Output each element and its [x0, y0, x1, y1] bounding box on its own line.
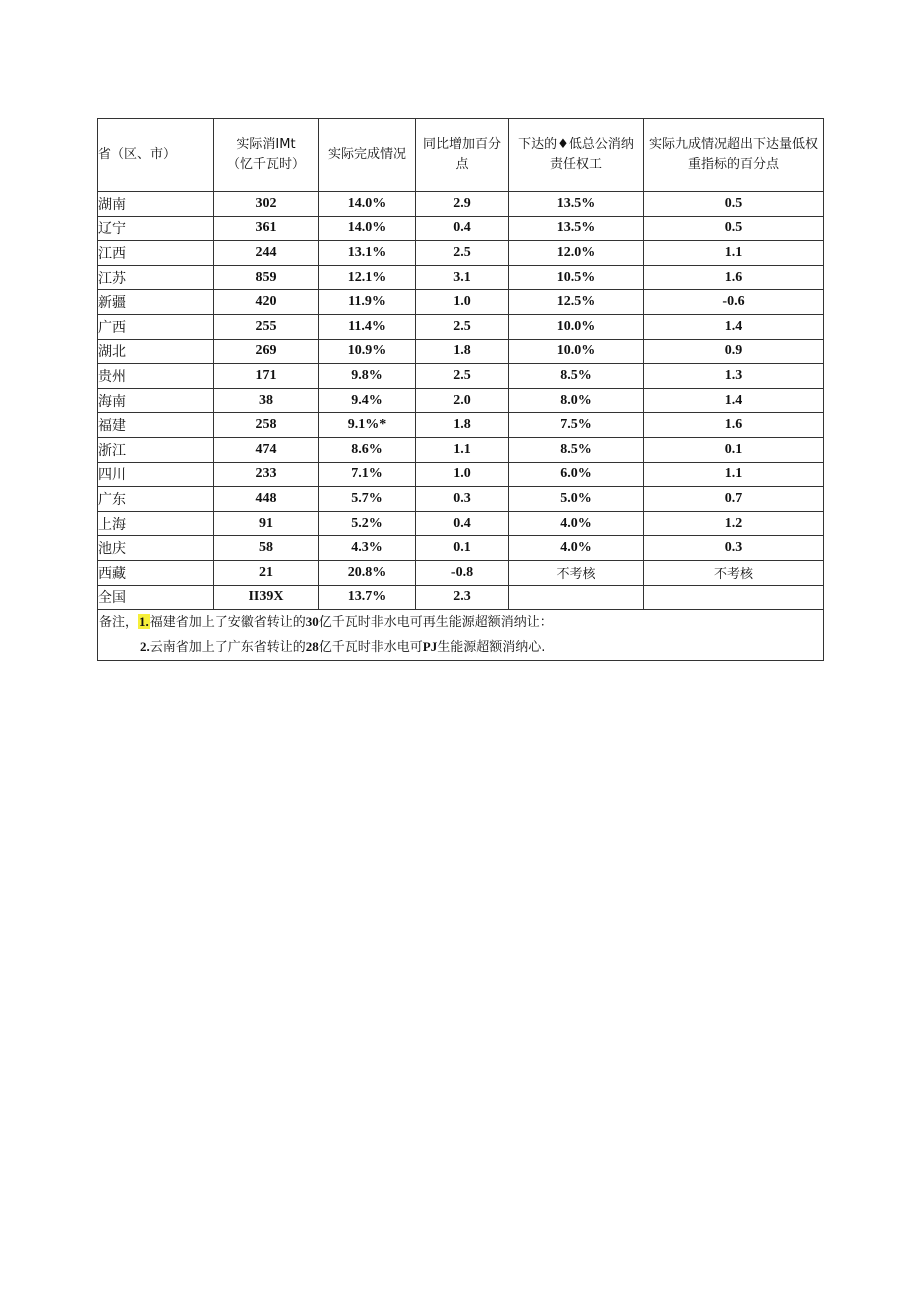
- yoy-cell: 2.3: [416, 585, 509, 610]
- exceed-cell: 0.9: [644, 339, 824, 364]
- province-cell: 辽宁: [98, 216, 214, 241]
- table-row: [98, 487, 824, 512]
- exceed-cell: 1.2: [644, 511, 824, 536]
- header-assigned-min-weight: 下达的♦低总公消纳责任权工: [509, 119, 644, 192]
- consumption-cell: 448: [214, 487, 319, 512]
- yoy-cell: 2.5: [416, 364, 509, 389]
- assigned-cell: 7.5%: [509, 413, 644, 438]
- yoy-cell: 0.4: [416, 511, 509, 536]
- exceed-cell: 1.1: [644, 462, 824, 487]
- table-body: [98, 192, 824, 610]
- table-row: [98, 536, 824, 561]
- table-row: [98, 437, 824, 462]
- completion-cell: 12.1%: [319, 265, 416, 290]
- note-line-1: 备注，1.福建省加上了安徽省转让的30亿千瓦时非水电可再生能源超额消纳让：: [99, 614, 553, 631]
- province-cell: 福建: [98, 413, 214, 438]
- exceed-cell: 0.5: [644, 216, 824, 241]
- table-row: [98, 511, 824, 536]
- completion-cell: 13.1%: [319, 241, 416, 266]
- assigned-cell: 12.5%: [509, 290, 644, 315]
- consumption-cell: 58: [214, 536, 319, 561]
- header-actual-consumption: 实际消IMt（忆千瓦时）: [214, 119, 319, 192]
- completion-cell: 11.9%: [319, 290, 416, 315]
- table-row: [98, 388, 824, 413]
- header-exceed-points: 实际九成情况超出下达量低权重指标的百分点: [644, 119, 824, 192]
- note-line-2: 2.云南省加上了广东省转让的28亿千瓦时非水电可PJ生能源超额消纳心.: [140, 639, 546, 656]
- consumption-cell: 171: [214, 364, 319, 389]
- yoy-cell: 0.4: [416, 216, 509, 241]
- table-row: [98, 241, 824, 266]
- table-row: [98, 462, 824, 487]
- consumption-cell: 244: [214, 241, 319, 266]
- province-cell: 广东: [98, 487, 214, 512]
- exceed-cell: 1.6: [644, 265, 824, 290]
- province-cell: 浙江: [98, 437, 214, 462]
- province-cell: 广西: [98, 314, 214, 339]
- table-row: [98, 585, 824, 610]
- consumption-cell: 233: [214, 462, 319, 487]
- assigned-cell: 8.0%: [509, 388, 644, 413]
- completion-cell: 9.8%: [319, 364, 416, 389]
- yoy-cell: 0.1: [416, 536, 509, 561]
- assigned-cell: 6.0%: [509, 462, 644, 487]
- exceed-cell: 1.3: [644, 364, 824, 389]
- assigned-cell: 10.5%: [509, 265, 644, 290]
- completion-cell: 13.7%: [319, 585, 416, 610]
- consumption-cell: 269: [214, 339, 319, 364]
- completion-cell: 10.9%: [319, 339, 416, 364]
- province-cell: 新疆: [98, 290, 214, 315]
- completion-cell: 5.7%: [319, 487, 416, 512]
- province-cell: 上海: [98, 511, 214, 536]
- yoy-cell: 1.8: [416, 339, 509, 364]
- assigned-cell: 13.5%: [509, 216, 644, 241]
- exceed-cell: 1.6: [644, 413, 824, 438]
- exceed-cell: 1.1: [644, 241, 824, 266]
- table-row: [98, 216, 824, 241]
- header-yoy-increase: 同比增加百分点: [416, 119, 509, 192]
- exceed-cell: 不考核: [644, 560, 824, 585]
- province-cell: 湖北: [98, 339, 214, 364]
- province-cell: 海南: [98, 388, 214, 413]
- yoy-cell: 0.3: [416, 487, 509, 512]
- highlighted-number: 1.: [139, 614, 149, 630]
- province-cell: 江苏: [98, 265, 214, 290]
- renewable-consumption-table: [97, 118, 824, 661]
- province-cell: 湖南: [98, 192, 214, 217]
- completion-cell: 14.0%: [319, 192, 416, 217]
- yoy-cell: 1.0: [416, 462, 509, 487]
- notes-cell: [98, 610, 824, 661]
- assigned-cell: 4.0%: [509, 511, 644, 536]
- assigned-cell: 12.0%: [509, 241, 644, 266]
- completion-cell: 4.3%: [319, 536, 416, 561]
- assigned-cell: [509, 585, 644, 610]
- exceed-cell: -0.6: [644, 290, 824, 315]
- yoy-cell: 1.8: [416, 413, 509, 438]
- table-row: [98, 560, 824, 585]
- completion-cell: 8.6%: [319, 437, 416, 462]
- consumption-cell: II39X: [214, 585, 319, 610]
- province-cell: 贵州: [98, 364, 214, 389]
- table-row: [98, 314, 824, 339]
- yoy-cell: 2.0: [416, 388, 509, 413]
- table-row: [98, 413, 824, 438]
- exceed-cell: 0.5: [644, 192, 824, 217]
- consumption-cell: 420: [214, 290, 319, 315]
- province-cell: 四川: [98, 462, 214, 487]
- exceed-cell: 1.4: [644, 388, 824, 413]
- completion-cell: 14.0%: [319, 216, 416, 241]
- completion-cell: 20.8%: [319, 560, 416, 585]
- consumption-cell: 302: [214, 192, 319, 217]
- consumption-cell: 38: [214, 388, 319, 413]
- consumption-cell: 258: [214, 413, 319, 438]
- yoy-cell: 2.5: [416, 241, 509, 266]
- yoy-cell: -0.8: [416, 560, 509, 585]
- exceed-cell: 0.3: [644, 536, 824, 561]
- yoy-cell: 3.1: [416, 265, 509, 290]
- header-row: [98, 119, 824, 192]
- header-actual-completion: 实际完成情况: [319, 119, 416, 192]
- completion-cell: 9.1%*: [319, 413, 416, 438]
- province-cell: 池庆: [98, 536, 214, 561]
- consumption-cell: 255: [214, 314, 319, 339]
- consumption-cell: 859: [214, 265, 319, 290]
- province-cell: 西藏: [98, 560, 214, 585]
- completion-cell: 9.4%: [319, 388, 416, 413]
- table-row: [98, 364, 824, 389]
- completion-cell: 7.1%: [319, 462, 416, 487]
- assigned-cell: 10.0%: [509, 339, 644, 364]
- completion-cell: 11.4%: [319, 314, 416, 339]
- exceed-cell: 1.4: [644, 314, 824, 339]
- table-row: [98, 290, 824, 315]
- assigned-cell: 8.5%: [509, 437, 644, 462]
- exceed-cell: 0.1: [644, 437, 824, 462]
- yoy-cell: 2.9: [416, 192, 509, 217]
- assigned-cell: 10.0%: [509, 314, 644, 339]
- yoy-cell: 1.0: [416, 290, 509, 315]
- table-row: [98, 192, 824, 217]
- yoy-cell: 2.5: [416, 314, 509, 339]
- consumption-cell: 21: [214, 560, 319, 585]
- province-cell: 江西: [98, 241, 214, 266]
- exceed-cell: 0.7: [644, 487, 824, 512]
- assigned-cell: 不考核: [509, 560, 644, 585]
- exceed-cell: [644, 585, 824, 610]
- consumption-cell: 474: [214, 437, 319, 462]
- notes-row: [98, 610, 824, 661]
- table-row: [98, 339, 824, 364]
- completion-cell: 5.2%: [319, 511, 416, 536]
- consumption-cell: 361: [214, 216, 319, 241]
- table-row: [98, 265, 824, 290]
- consumption-cell: 91: [214, 511, 319, 536]
- assigned-cell: 8.5%: [509, 364, 644, 389]
- assigned-cell: 5.0%: [509, 487, 644, 512]
- assigned-cell: 13.5%: [509, 192, 644, 217]
- assigned-cell: 4.0%: [509, 536, 644, 561]
- header-province: 省（区、市）: [98, 119, 214, 192]
- province-cell: 全国: [98, 585, 214, 610]
- yoy-cell: 1.1: [416, 437, 509, 462]
